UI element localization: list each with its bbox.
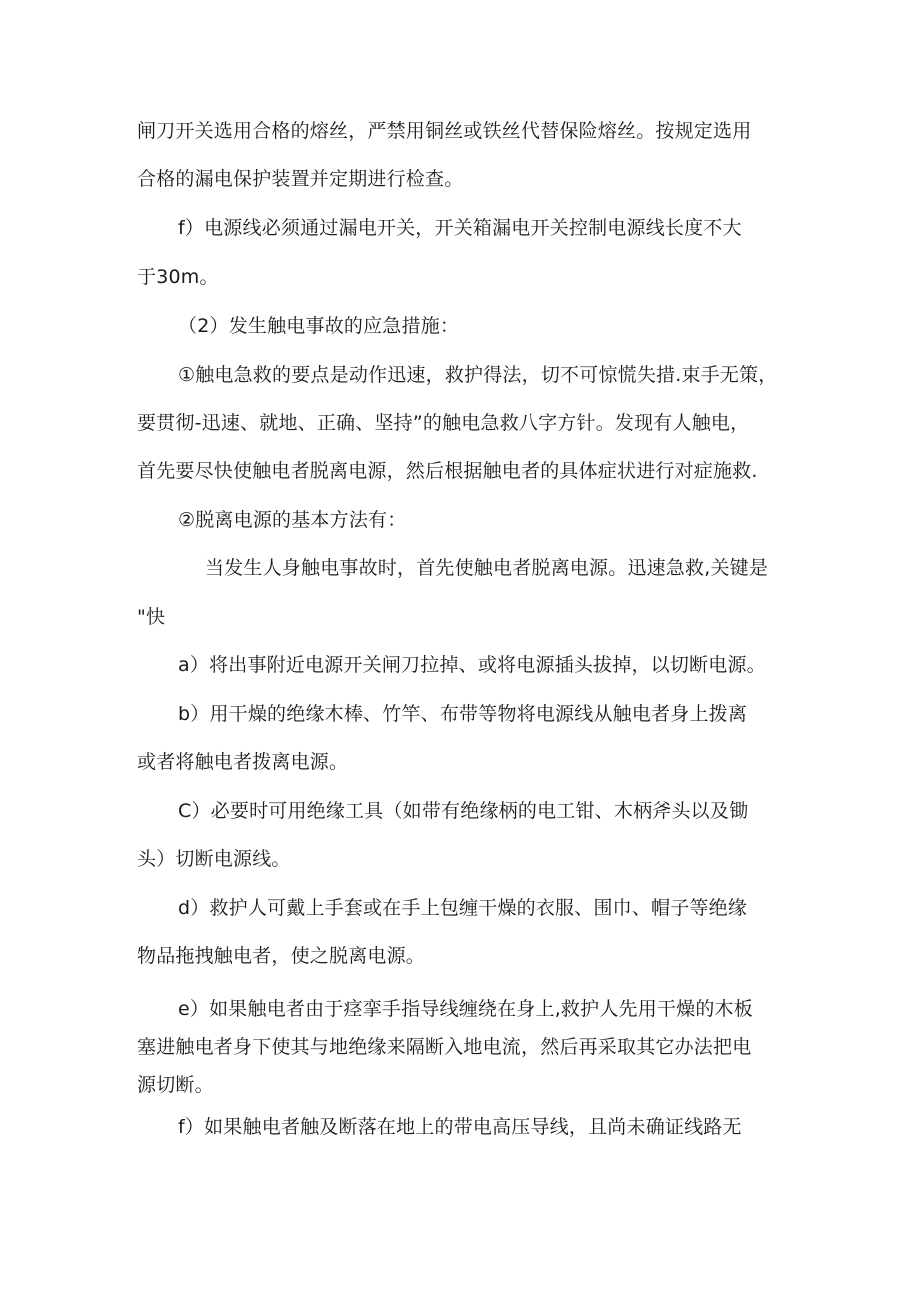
text-line: 要贯彻-迅速、就地、正确、坚持”的触电急救八字方针。发现有人触电， <box>137 412 750 434</box>
text-line: 合格的漏电保护装置并定期进行检查。 <box>137 168 464 190</box>
text-line: 物品拖拽触电者，使之脱离电源。 <box>137 945 426 967</box>
text-line: a）将出事附近电源开关闸刀拉掉、或将电源插头拔掉，以切断电源。 <box>178 654 766 676</box>
text-line: 闸刀开关选用合格的熔丝，严禁用铜丝或铁丝代替保险熔丝。按规定选用 <box>137 120 752 142</box>
text-line: 头）切断电源线。 <box>137 848 291 870</box>
text-line: b）用干燥的绝缘木棒、竹竿、布带等物将电源线从触电者身上拨离 <box>178 703 748 725</box>
text-line: 或者将触电者拨离电源。 <box>137 751 349 773</box>
text-line: 塞进触电者身下使其与地绝缘来隔断入地电流，然后再采取其它办法把电 <box>137 1036 752 1058</box>
text-line: 首先要尽快使触电者脱离电源，然后根据触电者的具体症状进行对症施救. <box>137 460 758 482</box>
text-line: d）救护人可戴上手套或在手上包缠干燥的衣服、围巾、帽子等绝缘 <box>178 897 748 919</box>
text-line: 于30m。 <box>137 266 219 288</box>
text-line: f）电源线必须通过漏电开关，开关箱漏电开关控制电源线长度不大 <box>178 217 742 239</box>
text-line: 当发生人身触电事故时，首先使触电者脱离电源。迅速急救,关键是 <box>205 557 769 579</box>
text-line: C）必要时可用绝缘工具（如带有绝缘柄的电工钳、木柄斧头以及锄 <box>178 800 749 822</box>
text-line: f）如果触电者触及断落在地上的带电高压导线，且尚未确证线路无 <box>178 1116 742 1138</box>
text-line: "快 <box>137 606 166 628</box>
text-line: ②脱离电源的基本方法有： <box>178 509 407 531</box>
text-line: e）如果触电者由于痉挛手指导线缠绕在身上,救护人先用干燥的木板 <box>178 998 753 1020</box>
text-line: ①触电急救的要点是动作迅速，救护得法，切不可惊慌失措.束手无策， <box>178 364 778 386</box>
section-heading: （2）发生触电事故的应急措施： <box>178 315 460 337</box>
text-line: 源切断。 <box>137 1074 214 1096</box>
